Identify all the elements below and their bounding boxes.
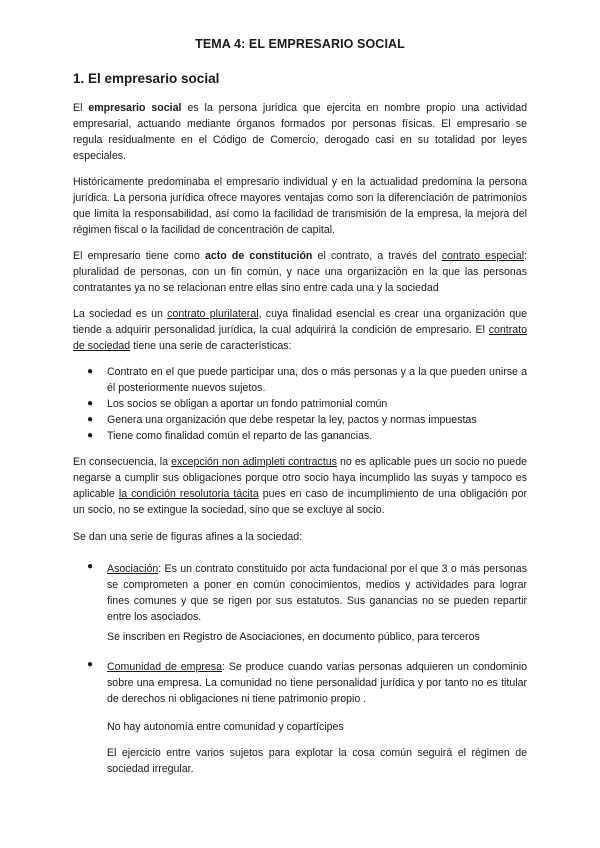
list-item	[73, 364, 527, 396]
bullet-icon: ●	[87, 430, 94, 441]
paragraph-constitution	[73, 248, 527, 296]
figure-asociacion	[107, 561, 527, 625]
bold-term: empresario social	[88, 102, 182, 114]
list-item-text: Tiene como finalidad común el reparto de las ganancias.	[107, 430, 373, 442]
characteristics-list	[73, 364, 527, 444]
text-run: el contrato, a través del	[312, 250, 442, 262]
text-run: El	[73, 102, 89, 114]
underlined-term: la condición resolutoria tácita	[118, 488, 259, 500]
text-run: pues en caso de incumplimiento de una obligación por un socio, no se extingue la sociedad, sino que se excluye al socio.	[73, 488, 527, 516]
bold-term: acto de constitución	[204, 250, 313, 262]
underlined-term: excepción non adimpleti contractus	[171, 456, 337, 468]
underlined-term: contrato plurilateral	[167, 308, 259, 320]
bullet-icon: ●	[87, 561, 94, 572]
paragraph-definition	[73, 100, 527, 164]
text-run: tiene una serie de características:	[130, 340, 292, 352]
text-run: : pluralidad de personas, con un fin común, y nace una organización en la que las personas contratantes ya no se relacionan entre ellas sino entre cada una y la sociedad	[73, 250, 527, 294]
document-title: TEMA 4: EL EMPRESARIO SOCIAL	[195, 37, 405, 51]
figure-asociacion-note: Se inscriben en Registro de Asociaciones, en documento público, para terceros	[107, 631, 480, 643]
text-run: no es aplicable pues un socio no puede negarse a cumplir sus obligaciones porque otro socio haya incumplido las suyas y tampoco es aplicable	[73, 456, 527, 500]
underlined-term: contrato especial	[441, 250, 525, 262]
list-item	[73, 396, 527, 412]
paragraph-history: Históricamente predominaba el empresario individual y en la actualidad predomina la persona jurídica. La persona jurídica ofrece mayores ventajas como son la diferenciación de patrimonios que limita la responsabilidad, así como la facilidad de transmisión de la empresa, la mejora del régimen fiscal o la facilidad de concentración de capital.	[73, 176, 527, 236]
list-item-text: Genera una organización que debe respetar la ley, pactos y normas impuestas	[107, 414, 477, 426]
figure-comunidad-note-2: El ejercicio entre varios sujetos para explotar la cosa común seguirá el régimen de sociedad irregular.	[107, 747, 527, 775]
figure-comunidad	[107, 659, 527, 707]
paragraph-contract	[73, 306, 527, 354]
underlined-term: contrato de sociedad	[73, 324, 527, 352]
list-item	[73, 412, 527, 428]
bullet-icon: ●	[87, 414, 94, 425]
underlined-term: Comunidad de empresa	[107, 661, 222, 673]
text-run: En consecuencia, la	[73, 456, 172, 468]
bullet-icon: ●	[87, 398, 94, 409]
text-run: : Se produce cuando varias personas adquieren un condominio sobre una empresa. La comunidad no tiene personalidad jurídica y por tanto no es titular de derechos ni obligaciones ni tiene patrimonio propio .	[107, 661, 527, 705]
text-run: , cuya finalidad esencial es crear una organización que tiende a adquirir personalidad jurídica, la cual adquirirá la condición de empresario. El	[73, 308, 527, 336]
paragraph-related-figures: Se dan una serie de figuras afines a la sociedad:	[73, 531, 303, 543]
paragraph-consequence	[73, 454, 527, 518]
figure-comunidad-note: No hay autonomía entre comunidad y copartícipes	[107, 721, 344, 733]
text-run: El empresario tiene como	[73, 250, 205, 262]
section-heading: 1. El empresario social	[73, 71, 220, 86]
text-run: La sociedad es un	[73, 308, 168, 320]
underlined-term: Asociación	[107, 563, 159, 575]
bullet-icon: ●	[87, 366, 94, 377]
list-item-text: Los socios se obligan a aportar un fondo patrimonial común	[107, 398, 388, 410]
list-item-text: Contrato en el que puede participar una, dos o más personas y a la que pueden unirse a él posteriormente nuevos sujetos.	[107, 366, 527, 394]
bullet-icon: ●	[87, 659, 94, 670]
list-item	[73, 428, 527, 444]
text-run: es la persona jurídica que ejercita en nombre propio una actividad empresarial, actuando mediante órganos formados por personas físicas. El empresario se regula residualmente en el Código de Comercio, derogado casi en su totalidad por leyes especiales.	[73, 102, 528, 162]
text-run: : Es un contrato constituido por acta fundacional por el que 3 o más personas se comprometen a poner en común conocimientos, medios y actividades para lograr fines comunes y que se rigen por sus estatutos. Sus ganancias no se pueden repartir entre los asociados.	[107, 563, 527, 623]
